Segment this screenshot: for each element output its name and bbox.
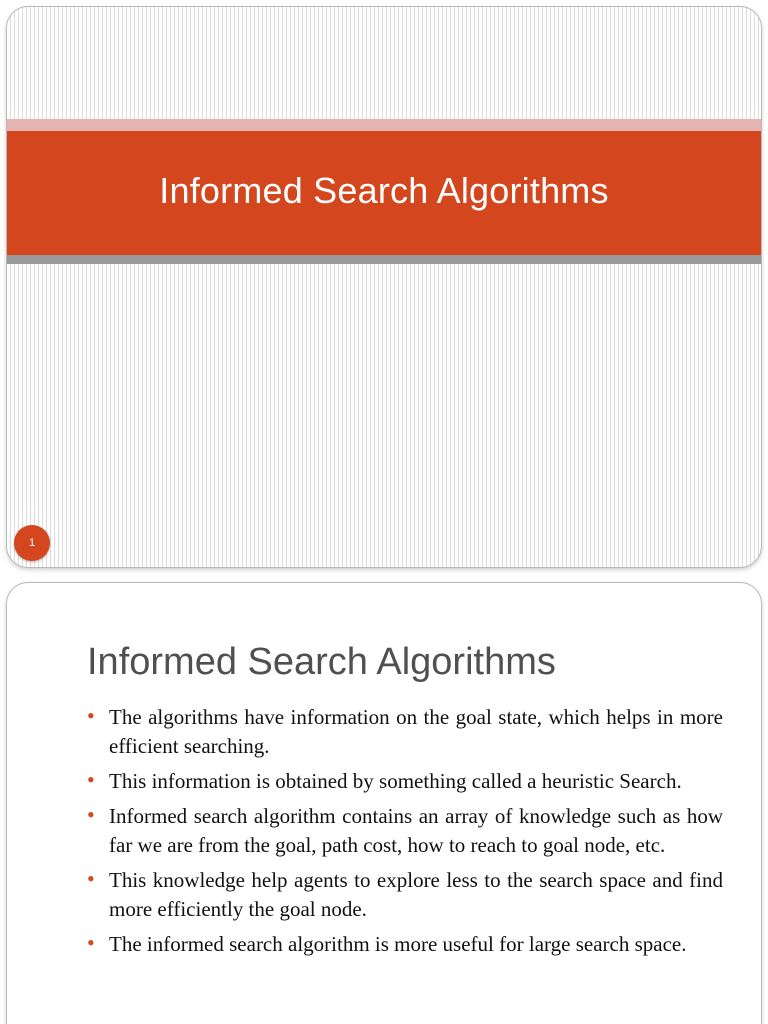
slide-1 xyxy=(6,6,762,568)
bullet-dot-icon: • xyxy=(87,767,95,792)
bullet-dot-icon: • xyxy=(87,866,95,891)
bullet-item xyxy=(87,866,723,924)
bullet-dot-icon: • xyxy=(87,802,95,827)
bullet-dot-icon: • xyxy=(87,703,95,728)
slide-2-title: Informed Search Algorithms xyxy=(87,641,556,683)
bullet-item xyxy=(87,703,723,761)
slide-number-badge: 1 xyxy=(14,525,50,561)
bullet-item xyxy=(87,802,723,860)
title-band xyxy=(7,119,761,271)
bullet-text: This knowledge help agents to explore less to the search space and find more efficiently the goal node. xyxy=(109,868,723,921)
title-band-shadow xyxy=(7,255,761,264)
slide-2 xyxy=(6,582,762,1024)
bullet-dot-icon: • xyxy=(87,930,95,955)
title-band-highlight xyxy=(7,119,761,131)
bullet-list xyxy=(87,703,723,965)
bullet-text: The informed search algorithm is more useful for large search space. xyxy=(109,932,687,956)
bullet-text: Informed search algorithm contains an array of knowledge such as how far we are from the goal, path cost, how to reach to goal node, etc. xyxy=(109,804,723,857)
bullet-text: The algorithms have information on the goal state, which helps in more efficient searching. xyxy=(109,705,723,758)
slide-1-title: Informed Search Algorithms xyxy=(159,170,609,211)
bullet-item xyxy=(87,767,723,796)
title-band-main xyxy=(7,131,761,255)
bullet-item xyxy=(87,930,723,959)
bullet-text: This information is obtained by something called a heuristic Search. xyxy=(109,769,682,793)
